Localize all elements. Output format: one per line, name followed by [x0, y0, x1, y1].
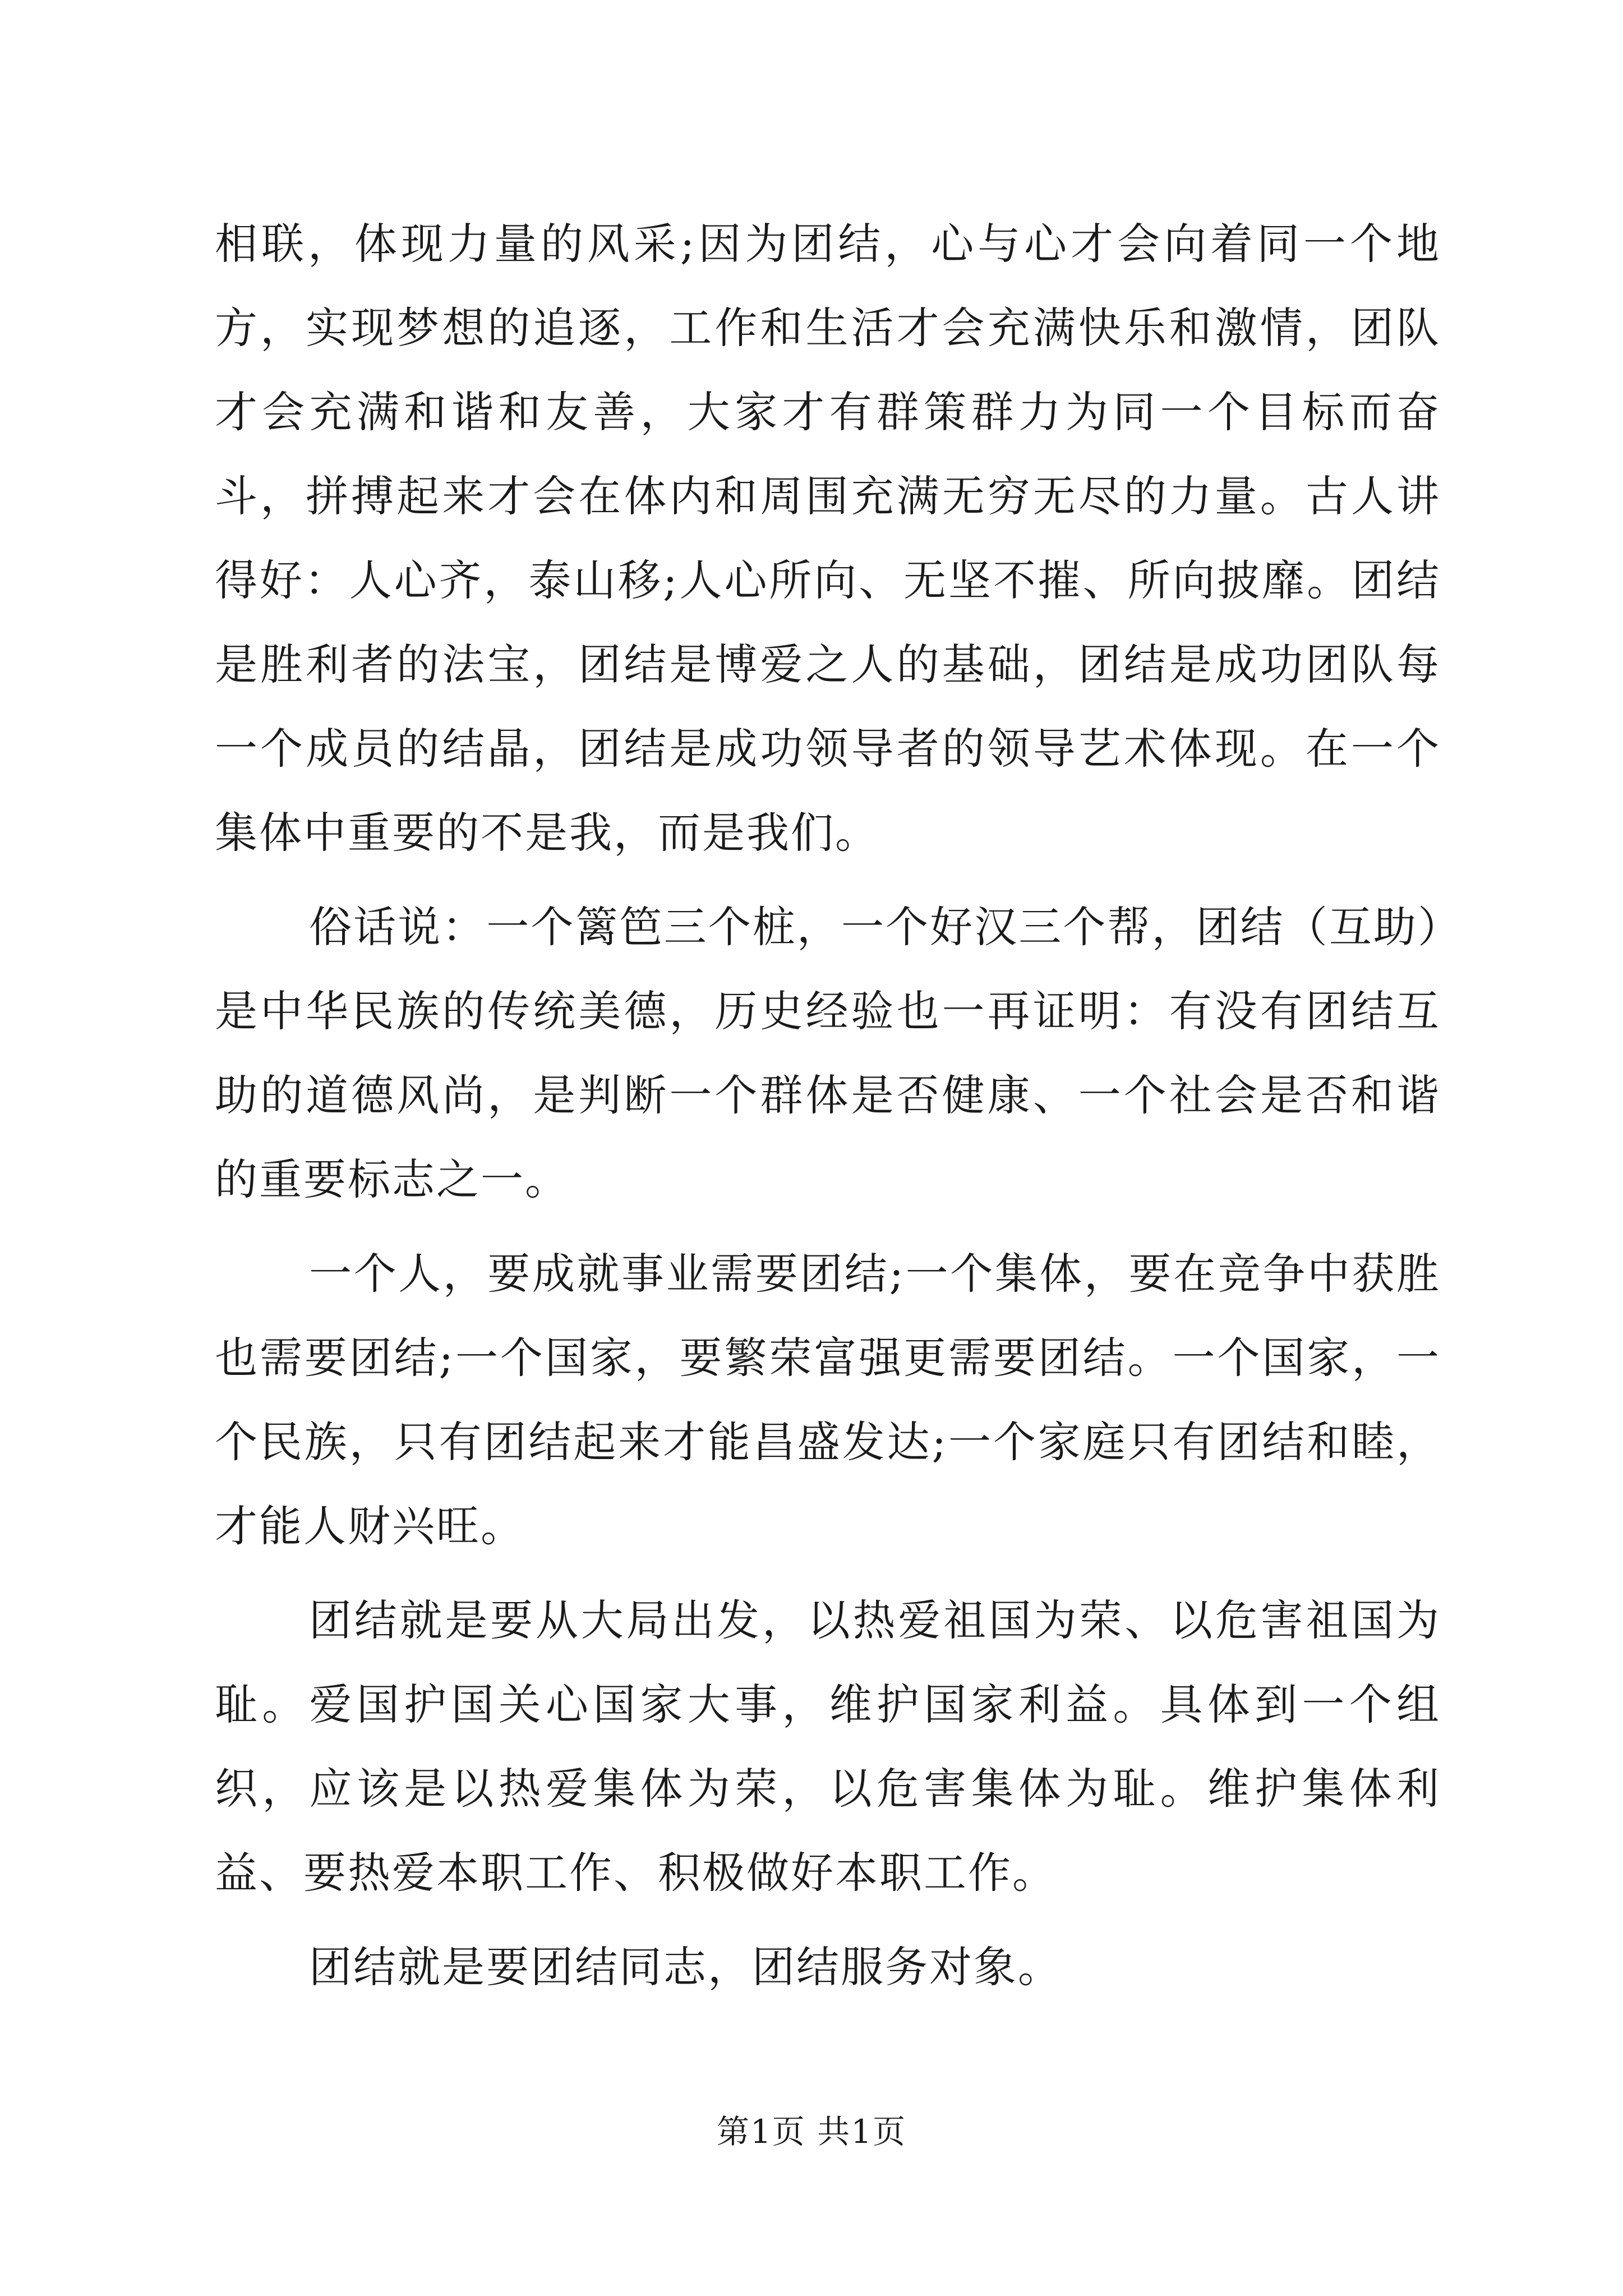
- paragraph-continued: 相联，体现力量的风采;因为团结，心与心才会向着同一个地方，实现梦想的追逐，工作和生活才会充满快乐和激情，团队才会充满和谐和友善，大家才有群策群力为同一个目标而奋斗，拼搏起来才会在体内和周围充满无穷无尽的力量。古人讲得好：人心齐，泰山移;人心所向、无坚不摧、所向披靡。团结是胜利者的法宝，团结是博爱之人的基础，团结是成功团队每一个成员的结晶，团结是成功领导者的领导艺术体现。在一个集体中重要的不是我，而是我们。: [215, 219, 1441, 858]
- paragraph-patriotism: 团结就是要从大局出发，以热爱祖国为荣、以危害祖国为耻。爱国护国关心国家大事，维护国家利益。具体到一个组织，应该是以热爱集体为荣，以危害集体为耻。维护集体利益、要热爱本职工作、积极做好本职工作。: [215, 1595, 1441, 1898]
- document-body: [215, 202, 1441, 2009]
- paragraph-proverb: 俗话说：一个篱笆三个桩，一个好汉三个帮，团结（互助）是中华民族的传统美德，历史经验也一再证明：有没有团结互助的道德风尚，是判断一个群体是否健康、一个社会是否和谐的重要标志之一。: [215, 902, 1441, 1204]
- paragraph-colleagues: 团结就是要团结同志，团结服务对象。: [309, 1942, 1062, 1992]
- paragraph-unity-need: 一个人，要成就事业需要团结;一个集体，要在竞争中获胜也需要团结;一个国家，要繁荣富强更需要团结。一个国家，一个民族，只有团结起来才能昌盛发达;一个家庭只有团结和睦，才能人财兴旺。: [215, 1249, 1441, 1551]
- page-footer: 第1页 共1页: [716, 2113, 907, 2151]
